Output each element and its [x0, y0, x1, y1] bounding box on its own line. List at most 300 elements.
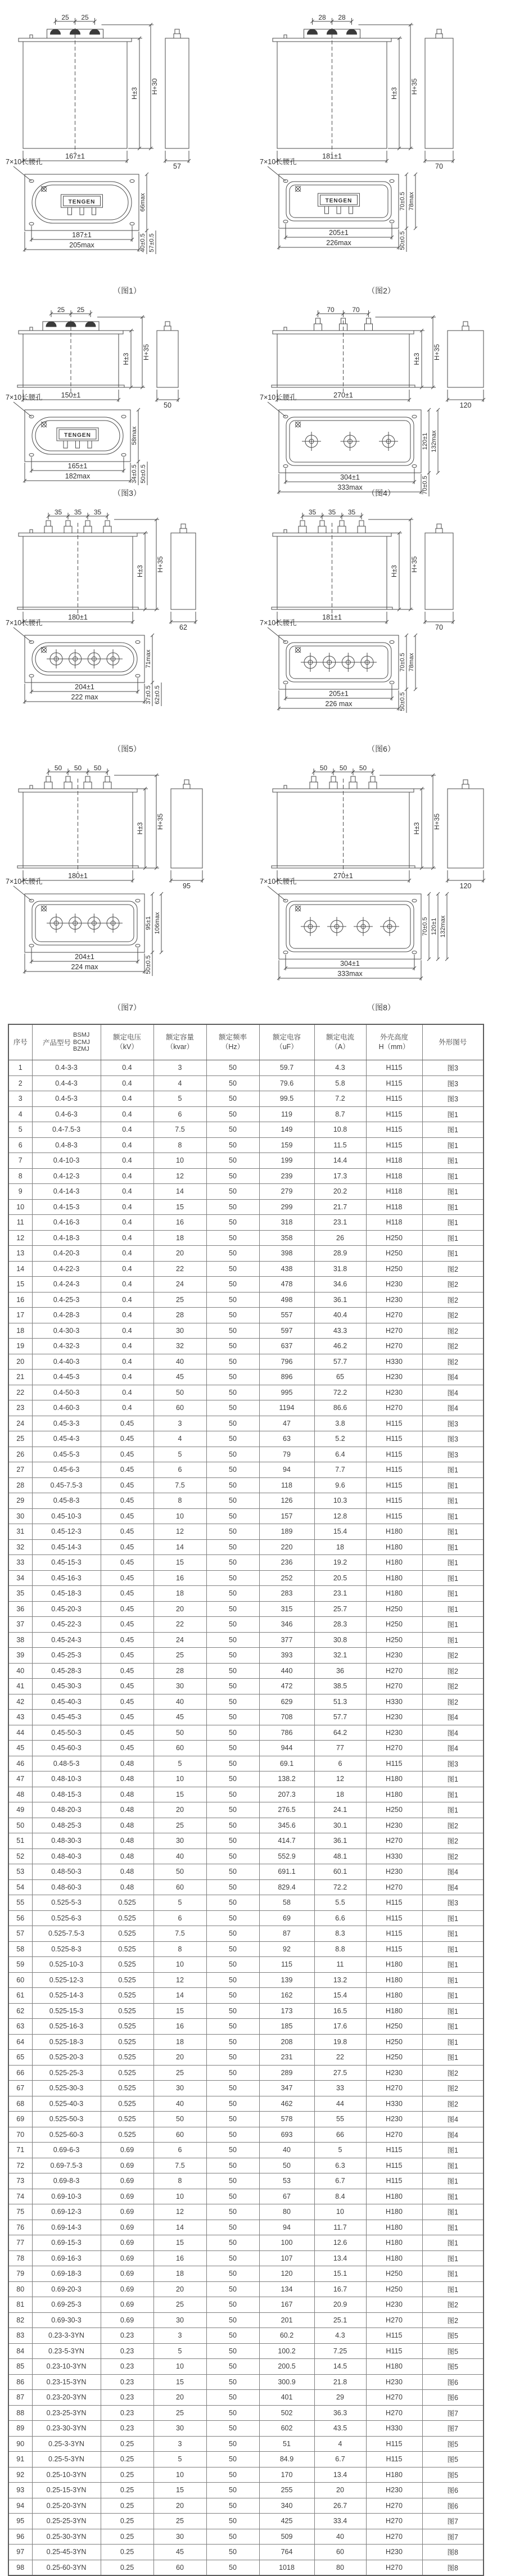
- table-row: [8, 1818, 484, 1833]
- table-row: [8, 2096, 484, 2112]
- dim-label: 187±1: [72, 231, 92, 239]
- mounting-slot-icon: [390, 641, 394, 644]
- table-cell: H270: [366, 2529, 422, 2545]
- table-cell: 0.69-14-3: [32, 2220, 101, 2235]
- figure-caption: （图2）: [367, 286, 395, 295]
- table-row: [8, 1710, 484, 1725]
- table-cell: 23: [8, 1400, 32, 1416]
- table-cell: 22: [314, 2050, 366, 2066]
- table-cell: 50: [206, 1308, 259, 1323]
- table-cell: 50: [206, 1137, 259, 1153]
- table-cell: H230: [366, 2112, 422, 2127]
- table-cell: 0.25: [101, 2498, 153, 2514]
- table-cell: 3: [153, 2436, 206, 2452]
- table-cell: 图1: [422, 1199, 484, 1215]
- drawing-rect: [174, 34, 180, 38]
- dim-label: H±3: [390, 87, 398, 100]
- table-cell: 10: [153, 1153, 206, 1169]
- table-cell: 0.525-30-3: [32, 2081, 101, 2096]
- table-cell: 75: [8, 2204, 32, 2220]
- dim-label: H+35: [142, 344, 150, 361]
- drawing-rect: [180, 528, 187, 533]
- table-cell: 0.4: [101, 1230, 153, 1246]
- table-cell: 401: [259, 2390, 314, 2406]
- table-row: [8, 2019, 484, 2035]
- table-cell: 图3: [422, 1756, 484, 1771]
- table-cell: 45: [153, 1710, 206, 1725]
- table-cell: H115: [366, 2436, 422, 2452]
- table-cell: 5: [153, 2343, 206, 2359]
- dim-label: 205max: [69, 241, 94, 249]
- dim-label: 50: [339, 764, 347, 772]
- table-cell: 11: [314, 1957, 366, 1973]
- table-cell: 0.25: [101, 2529, 153, 2545]
- table-cell: 478: [259, 1277, 314, 1292]
- table-row: [8, 2421, 484, 2437]
- table-cell: 14: [153, 1184, 206, 1200]
- table-cell: 231: [259, 2050, 314, 2066]
- table-cell: 34.6: [314, 1277, 366, 1292]
- table-cell: 629: [259, 1694, 314, 1710]
- drawing-rect: [437, 524, 441, 528]
- table-cell: 34: [8, 1570, 32, 1586]
- table-cell: 995: [259, 1385, 314, 1400]
- table-cell: 0.4: [101, 1122, 153, 1138]
- table-cell: 47: [259, 1416, 314, 1431]
- table-cell: 944: [259, 1741, 314, 1756]
- table-cell: 25: [153, 2405, 206, 2421]
- table-cell: 10.8: [314, 1122, 366, 1138]
- table-cell: 0.69-10-3: [32, 2189, 101, 2204]
- table-cell: 0.23: [101, 2390, 153, 2406]
- table-cell: 189: [259, 1524, 314, 1540]
- table-cell: H115: [366, 1462, 422, 1478]
- dim-label: 70±0.5: [399, 653, 406, 672]
- table-cell: 图2: [422, 1833, 484, 1849]
- drawing-line: [13, 166, 31, 181]
- dim-label: 50: [319, 764, 328, 772]
- table-cell: 0.4: [101, 1075, 153, 1091]
- table-cell: 0.4: [101, 1339, 153, 1354]
- table-cell: 50: [206, 2514, 259, 2529]
- dim-label: 304±1: [340, 960, 360, 968]
- table-row: [8, 2235, 484, 2251]
- table-cell: H230: [366, 1292, 422, 1308]
- column-title: 额定电容: [272, 1033, 301, 1042]
- mounting-slot-icon: [130, 180, 134, 183]
- table-cell: 170: [259, 2467, 314, 2483]
- dim-label: 205±1: [329, 690, 349, 698]
- table-cell: 0.69-30-3: [32, 2312, 101, 2328]
- dim-label: 50±0.5: [399, 231, 406, 250]
- table-cell: 0.45-12-3: [32, 1524, 101, 1540]
- table-cell: 0.525-15-3: [32, 2003, 101, 2019]
- table-cell: H180: [366, 1586, 422, 1602]
- table-cell: 7.5: [153, 1477, 206, 1493]
- table-cell: 60: [153, 1400, 206, 1416]
- drawing-rect: [184, 780, 189, 784]
- drawing-rect: [103, 782, 111, 789]
- table-cell: 图2: [422, 1354, 484, 1370]
- drawing-rect: [448, 331, 484, 387]
- table-cell: 27.5: [314, 2065, 366, 2081]
- table-cell: 255: [259, 2483, 314, 2498]
- table-cell: 55: [8, 1895, 32, 1911]
- drawing-rect: [359, 521, 364, 526]
- table-row: [8, 1679, 484, 1694]
- column-header-1: [8, 1024, 32, 1060]
- dim-label: 50±0.5: [399, 692, 406, 711]
- table-cell: 50: [206, 1802, 259, 1818]
- drawing-rect: [425, 533, 453, 609]
- column-unit: （uF）: [275, 1043, 298, 1051]
- drawing-rect: [181, 524, 186, 528]
- table-cell: 0.25: [101, 2436, 153, 2452]
- table-row: [8, 2173, 484, 2189]
- table-cell: H230: [366, 1710, 422, 1725]
- drawing-rect: [66, 776, 70, 782]
- table-cell: 138.2: [259, 1771, 314, 1787]
- column-header-7: [314, 1024, 366, 1060]
- table-cell: 0.25-15-3YN: [32, 2483, 101, 2498]
- table-cell: 82: [8, 2312, 32, 2328]
- dim-label: 204±1: [75, 953, 94, 961]
- table-cell: 50: [206, 1075, 259, 1091]
- table-cell: 4: [153, 1431, 206, 1447]
- table-cell: 25: [153, 1648, 206, 1664]
- table-cell: 6.6: [314, 1910, 366, 1926]
- table-cell: H270: [366, 2390, 422, 2406]
- table-cell: 图1: [422, 2034, 484, 2050]
- table-cell: 0.48-25-3: [32, 1818, 101, 1833]
- table-cell: 50: [206, 2281, 259, 2297]
- table-cell: 45: [8, 1741, 32, 1756]
- drawing-rect: [84, 526, 92, 533]
- table-cell: H270: [366, 2498, 422, 2514]
- drawing-rect: [311, 776, 316, 782]
- table-cell: 6: [8, 1137, 32, 1153]
- drawing-rect: [436, 34, 442, 38]
- table-cell: 6: [314, 1756, 366, 1771]
- table-cell: 0.45: [101, 1416, 153, 1431]
- table-cell: 13: [8, 1246, 32, 1262]
- table-cell: 图1: [422, 1184, 484, 1200]
- table-cell: H230: [366, 1648, 422, 1664]
- table-cell: 15.4: [314, 1988, 366, 2004]
- drawing-rect: [171, 533, 196, 609]
- table-cell: 28.3: [314, 1617, 366, 1633]
- table-cell: 0.23-3-3YN: [32, 2328, 101, 2344]
- table-cell: 12: [153, 2204, 206, 2220]
- drawing-rect: [164, 326, 171, 331]
- table-cell: H115: [366, 2143, 422, 2158]
- table-cell: 10: [153, 2359, 206, 2375]
- table-cell: 25: [153, 2514, 206, 2529]
- table-cell: 0.4-16-3: [32, 1215, 101, 1231]
- drawing-rect: [68, 207, 72, 215]
- table-cell: 50: [206, 2220, 259, 2235]
- table-cell: 57: [8, 1926, 32, 1942]
- dim-label: 120: [459, 882, 472, 890]
- table-row: [8, 2328, 484, 2344]
- table-cell: 0.4-32-3: [32, 1339, 101, 1354]
- table-cell: 19.2: [314, 1555, 366, 1571]
- table-cell: 0.4-7.5-3: [32, 1122, 101, 1138]
- table-cell: 图1: [422, 1972, 484, 1988]
- mounting-slot-icon: [121, 454, 126, 457]
- table-cell: 346: [259, 1617, 314, 1633]
- table-cell: 18: [314, 1539, 366, 1555]
- table-cell: 208: [259, 2034, 314, 2050]
- table-cell: 57.7: [314, 1710, 366, 1725]
- table-cell: 6: [153, 1462, 206, 1478]
- dim-label: 50±0.5: [145, 955, 152, 974]
- table-cell: 43.3: [314, 1323, 366, 1339]
- table-cell: 6: [153, 2143, 206, 2158]
- table-cell: 0.48-20-3: [32, 1802, 101, 1818]
- table-cell: 45: [153, 1370, 206, 1385]
- table-row: [8, 1184, 484, 1200]
- dim-label: 7×10长腰孔: [260, 878, 297, 885]
- table-cell: 0.525: [101, 2096, 153, 2112]
- table-cell: 100: [259, 2235, 314, 2251]
- table-cell: 0.48-50-3: [32, 1864, 101, 1880]
- table-cell: 50: [206, 1895, 259, 1911]
- table-row: [8, 2343, 484, 2359]
- table-cell: 0.45: [101, 1601, 153, 1617]
- table-cell: 50: [206, 1339, 259, 1354]
- table-cell: 60.1: [314, 1864, 366, 1880]
- table-cell: 21: [8, 1370, 32, 1385]
- table-cell: 5.5: [314, 1895, 366, 1911]
- table-cell: H180: [366, 2204, 422, 2220]
- table-cell: 358: [259, 1230, 314, 1246]
- table-cell: 图5: [422, 2343, 484, 2359]
- drawing-rect: [80, 207, 84, 215]
- drawing-rect: [64, 782, 72, 789]
- table-cell: 0.525-10-3: [32, 1957, 101, 1973]
- table-cell: 5: [8, 1122, 32, 1138]
- table-cell: H115: [366, 1091, 422, 1107]
- dim-label: TENGEN: [68, 199, 96, 205]
- mounting-slot-icon: [390, 220, 394, 223]
- dim-label: 25: [81, 13, 89, 21]
- table-cell: H250: [366, 2050, 422, 2066]
- figure-caption: （图7）: [113, 1003, 141, 1012]
- table-cell: 50: [206, 1184, 259, 1200]
- column-header-4: [153, 1024, 206, 1060]
- table-cell: 50: [206, 1663, 259, 1679]
- table-cell: 0.4-60-3: [32, 1400, 101, 1416]
- table-cell: H330: [366, 2421, 422, 2437]
- table-cell: H250: [366, 1230, 422, 1246]
- dim-label: 57: [173, 162, 181, 170]
- blade-terminal-icon: [85, 322, 96, 327]
- table-cell: 509: [259, 2529, 314, 2545]
- table-cell: 85: [8, 2359, 32, 2375]
- table-cell: 8: [153, 1941, 206, 1957]
- table-cell: 708: [259, 1710, 314, 1725]
- table-cell: H270: [366, 2081, 422, 2096]
- table-cell: 0.45: [101, 1694, 153, 1710]
- table-cell: 图4: [422, 1400, 484, 1416]
- drawing-rect: [284, 35, 287, 38]
- table-cell: 0.525: [101, 1972, 153, 1988]
- table-row: [8, 1385, 484, 1400]
- table-cell: 25: [153, 1818, 206, 1833]
- table-cell: H230: [366, 1277, 422, 1292]
- table-cell: 50: [206, 1431, 259, 1447]
- table-cell: 图2: [422, 1323, 484, 1339]
- drawing-line: [13, 627, 31, 642]
- dim-label: 50: [74, 764, 82, 772]
- figure-3: [3, 298, 251, 500]
- drawing-rect: [320, 521, 324, 526]
- table-row: [8, 2405, 484, 2421]
- drawing-rect: [351, 776, 355, 782]
- table-cell: 5: [153, 1895, 206, 1911]
- table-cell: 60: [153, 1741, 206, 1756]
- table-cell: 图1: [422, 1957, 484, 1973]
- table-cell: 86: [8, 2374, 32, 2390]
- table-cell: 239: [259, 1168, 314, 1184]
- table-cell: 30.1: [314, 1818, 366, 1833]
- table-cell: 图2: [422, 1663, 484, 1679]
- table-cell: H115: [366, 1477, 422, 1493]
- dim-label: 226 max: [325, 700, 353, 708]
- dim-label: 50: [164, 401, 171, 409]
- table-cell: 0.23: [101, 2328, 153, 2344]
- mounting-slot-icon: [283, 681, 288, 684]
- dim-label: 7×10长腰孔: [6, 158, 43, 166]
- table-cell: 图7: [422, 2405, 484, 2421]
- table-cell: 25: [8, 1431, 32, 1447]
- table-cell: 图3: [422, 1431, 484, 1447]
- table-cell: 220: [259, 1539, 314, 1555]
- mounting-slot-icon: [390, 180, 394, 183]
- mounting-slot-icon: [390, 681, 394, 684]
- table-cell: 0.69: [101, 2220, 153, 2235]
- table-row: [8, 1323, 484, 1339]
- table-cell: 20: [153, 1246, 206, 1262]
- table-cell: 0.525: [101, 2034, 153, 2050]
- figure-5: [3, 500, 251, 756]
- table-cell: 17.6: [314, 2019, 366, 2035]
- table-cell: 289: [259, 2065, 314, 2081]
- table-cell: H180: [366, 1988, 422, 2004]
- table-row: [8, 1215, 484, 1231]
- table-cell: 50: [153, 1864, 206, 1880]
- table-row: [8, 1941, 484, 1957]
- table-cell: H180: [366, 1787, 422, 1802]
- table-cell: 0.525: [101, 1895, 153, 1911]
- figure-5-drawing: [3, 500, 251, 756]
- dim-label: 180±1: [68, 613, 88, 621]
- table-cell: H115: [366, 1137, 422, 1153]
- table-cell: 414.7: [259, 1833, 314, 1849]
- table-cell: 149: [259, 1122, 314, 1138]
- table-cell: 53: [8, 1864, 32, 1880]
- table-cell: 65: [8, 2050, 32, 2066]
- table-cell: 0.25-25-3YN: [32, 2514, 101, 2529]
- table-cell: 40: [314, 2529, 366, 2545]
- dim-label: 35: [54, 508, 62, 516]
- table-cell: 79: [259, 1447, 314, 1462]
- table-cell: 167: [259, 2297, 314, 2313]
- table-cell: 图2: [422, 1818, 484, 1833]
- table-cell: 48: [8, 1787, 32, 1802]
- table-cell: 139: [259, 1972, 314, 1988]
- table-cell: 602: [259, 2421, 314, 2437]
- table-cell: 0.45-40-3: [32, 1694, 101, 1710]
- table-cell: 图1: [422, 1106, 484, 1122]
- table-cell: 0.525: [101, 2019, 153, 2035]
- drawing-rect: [85, 521, 90, 526]
- drawing-rect: [299, 526, 306, 533]
- table-cell: 50: [206, 2405, 259, 2421]
- table-cell: 77: [8, 2235, 32, 2251]
- dim-label: H±3: [122, 352, 130, 365]
- table-cell: 50: [206, 1570, 259, 1586]
- table-cell: 50: [206, 2050, 259, 2066]
- table-cell: 18: [153, 2034, 206, 2050]
- table-cell: 24: [8, 1416, 32, 1431]
- table-cell: 15: [153, 2003, 206, 2019]
- table-cell: 0.45-20-3: [32, 1601, 101, 1617]
- table-cell: 0.45: [101, 1570, 153, 1586]
- mounting-slot-icon: [283, 951, 288, 954]
- table-cell: 0.69-18-3: [32, 2266, 101, 2282]
- table-cell: H250: [366, 1246, 422, 1262]
- mounting-slot-icon: [412, 951, 417, 954]
- table-row: [8, 2189, 484, 2204]
- table-cell: H115: [366, 2158, 422, 2173]
- table-row: [8, 1663, 484, 1679]
- table-cell: 图1: [422, 1493, 484, 1509]
- table-cell: 12: [153, 1524, 206, 1540]
- table-row: [8, 1199, 484, 1215]
- table-cell: 40.4: [314, 1308, 366, 1323]
- drawing-rect: [165, 38, 189, 148]
- table-cell: 0.69: [101, 2204, 153, 2220]
- table-cell: 50: [206, 1462, 259, 1478]
- table-cell: 0.45: [101, 1477, 153, 1493]
- figure-6: [257, 500, 505, 756]
- table-cell: 42: [8, 1694, 32, 1710]
- table-cell: 0.4-14-3: [32, 1184, 101, 1200]
- table-row: [8, 1075, 484, 1091]
- table-row: [8, 1741, 484, 1756]
- table-cell: 0.4-22-3: [32, 1261, 101, 1277]
- table-cell: 16: [153, 1215, 206, 1231]
- drawing-rect: [367, 318, 371, 324]
- table-row: [8, 2034, 484, 2050]
- dim-label: 62: [179, 623, 187, 631]
- table-cell: 图2: [422, 1277, 484, 1292]
- drawing-rect: [340, 521, 344, 526]
- table-cell: 50: [206, 1632, 259, 1648]
- table-cell: 图3: [422, 1091, 484, 1107]
- table-cell: 6: [153, 1106, 206, 1122]
- table-cell: 40: [153, 1849, 206, 1864]
- table-cell: 50: [206, 1400, 259, 1416]
- table-cell: 图2: [422, 1694, 484, 1710]
- column-header-9: [422, 1024, 484, 1060]
- table-cell: H230: [366, 1725, 422, 1741]
- table-cell: 图6: [422, 2390, 484, 2406]
- table-cell: 12: [153, 1972, 206, 1988]
- drawing-line: [13, 402, 31, 417]
